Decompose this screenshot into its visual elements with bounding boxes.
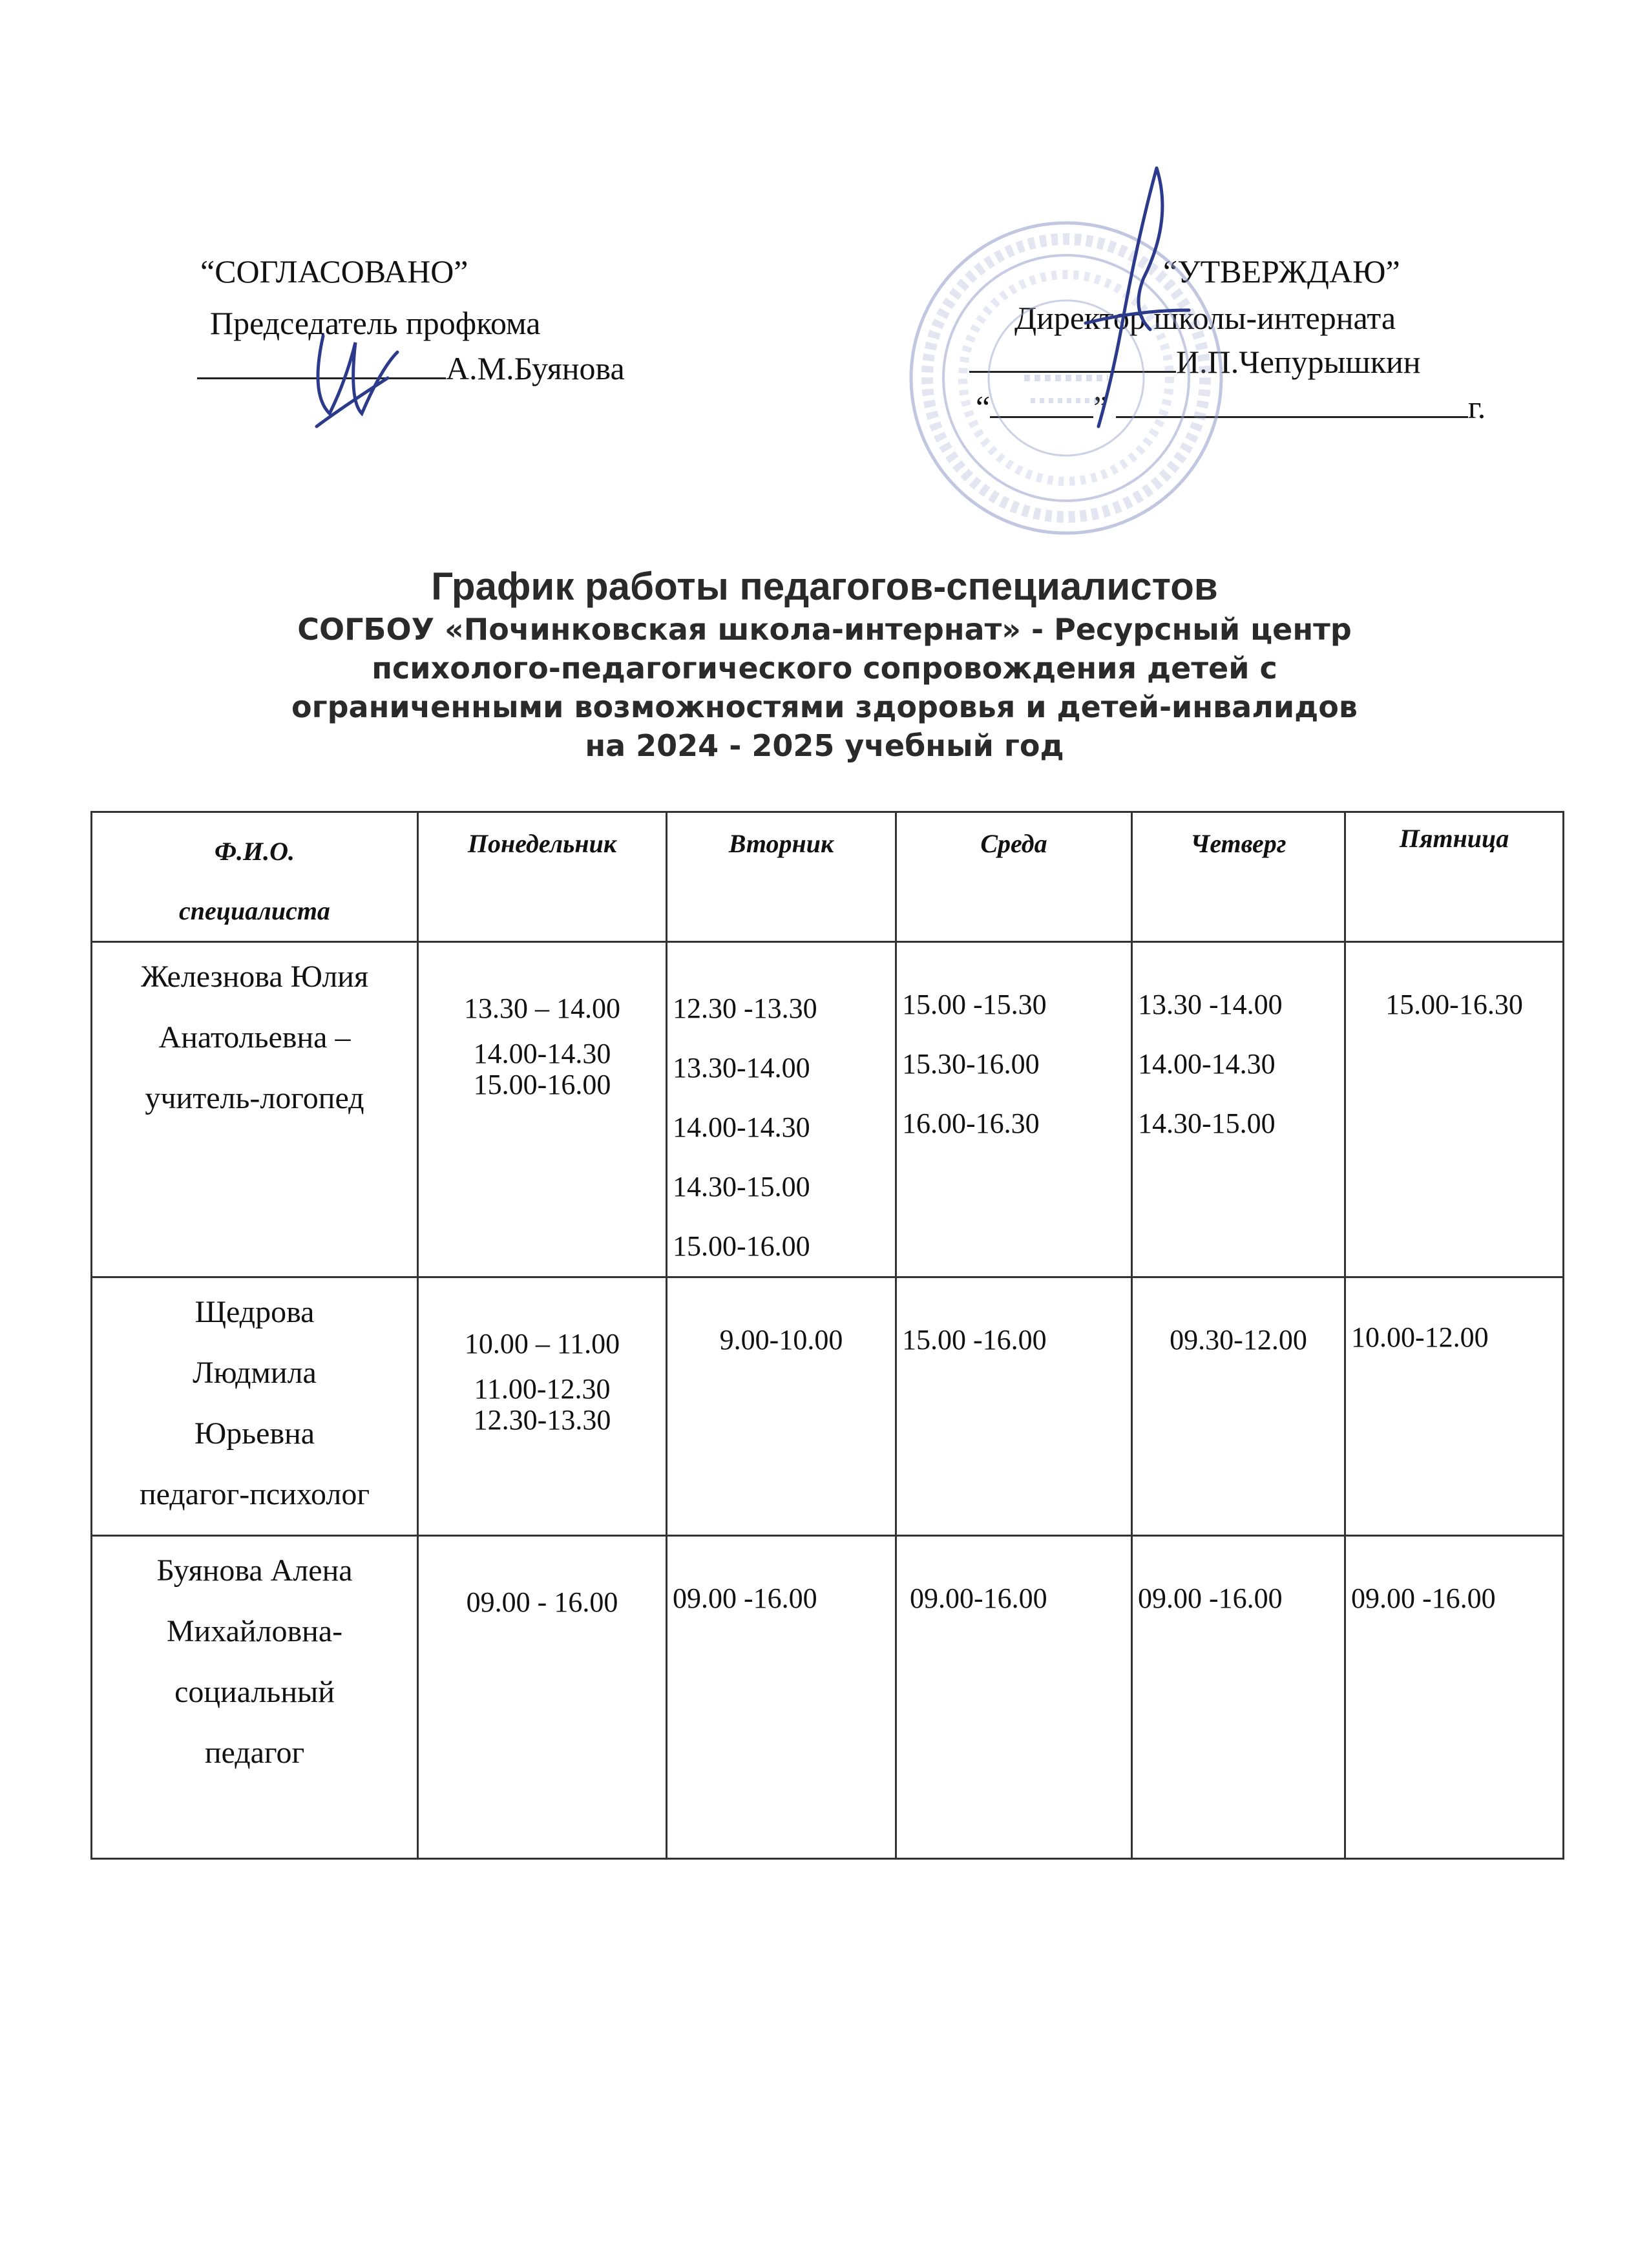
cell-tuesday xyxy=(667,1277,896,1536)
table-header-row xyxy=(92,812,1564,942)
header-name xyxy=(92,812,418,942)
cell-name xyxy=(92,1536,418,1859)
time-slot: 10.00 – 11.00 xyxy=(464,1328,620,1360)
time-slot: 09.00 -16.00 xyxy=(1351,1582,1496,1614)
date-open-quote: “ xyxy=(976,389,991,425)
time-slot: 14.00-14.30 xyxy=(1138,1048,1276,1080)
cell-friday xyxy=(1345,942,1564,1277)
time-slot: 13.30 – 14.00 xyxy=(464,992,620,1024)
header-friday: Пятница xyxy=(1345,812,1564,942)
name-line: Людмила xyxy=(193,1356,317,1390)
time-slot: 16.00-16.30 xyxy=(902,1108,1040,1139)
signature-left-icon xyxy=(284,317,414,452)
cell-thursday xyxy=(1132,1536,1345,1859)
time-slot: 15.00 -15.30 xyxy=(902,989,1047,1020)
time-slot: 15.00-16.00 xyxy=(673,1230,810,1262)
header-tuesday: Вторник xyxy=(667,812,896,942)
title-line-1: СОГБОУ «Починковская школа-интернат» - Ресурсный центр xyxy=(297,612,1352,647)
approval-right-label: “УТВЕРЖДАЮ” xyxy=(1163,253,1400,289)
cell-thursday xyxy=(1132,942,1345,1277)
cell-name xyxy=(92,1277,418,1536)
name-line: педагог-психолог xyxy=(139,1477,370,1511)
title-line-4: на 2024 - 2025 учебный год xyxy=(585,728,1064,763)
name-line: Щедрова xyxy=(194,1295,315,1329)
time-slot: 09.00 - 16.00 xyxy=(466,1586,618,1618)
title-main: График работы педагогов-специалистов xyxy=(431,565,1218,608)
cell-friday xyxy=(1345,1277,1564,1536)
table-row xyxy=(92,1536,1564,1859)
name-line: Юрьевна xyxy=(194,1416,315,1451)
cell-thursday xyxy=(1132,1277,1345,1536)
name-line: социальный xyxy=(174,1675,335,1709)
header-thursday: Четверг xyxy=(1132,812,1345,942)
name-line: Железнова Юлия xyxy=(140,960,369,994)
time-slot: 12.30-13.30 xyxy=(473,1404,611,1436)
cell-tuesday xyxy=(667,1536,896,1859)
time-slot: 15.00-16.30 xyxy=(1385,989,1523,1020)
time-slot: 14.00-14.30 xyxy=(473,1038,611,1069)
title-line-3: ограниченными возможностями здоровья и детей-инвалидов xyxy=(291,689,1358,724)
time-slot: 13.30 -14.00 xyxy=(1138,989,1283,1020)
time-slot: 15.00 -16.00 xyxy=(902,1324,1047,1356)
cell-name xyxy=(92,942,418,1277)
cell-wednesday xyxy=(896,1277,1132,1536)
table-row xyxy=(92,1277,1564,1536)
header-name-line-1: Ф.И.О. xyxy=(214,837,295,866)
cell-monday xyxy=(418,1277,667,1536)
approval-right-position: Директор школы-интерната xyxy=(1014,300,1396,336)
time-slot: 12.30 -13.30 xyxy=(673,992,817,1024)
cell-wednesday xyxy=(896,1536,1132,1859)
time-slot: 15.30-16.00 xyxy=(902,1048,1040,1080)
name-line: Анатольевна – xyxy=(158,1020,351,1055)
time-slot: 09.00 -16.00 xyxy=(673,1582,817,1614)
name-line: Буянова Алена xyxy=(156,1553,353,1588)
date-year-suffix: г. xyxy=(1467,389,1486,425)
header-monday: Понедельник xyxy=(418,812,667,942)
header-name-line-2: специалиста xyxy=(179,896,330,925)
time-slot: 10.00-12.00 xyxy=(1351,1321,1489,1353)
name-line: Михайловна- xyxy=(166,1614,343,1648)
date-close-quote: ” xyxy=(1093,389,1108,425)
cell-wednesday xyxy=(896,942,1132,1277)
time-slot: 11.00-12.30 xyxy=(474,1373,611,1405)
document-title xyxy=(0,563,1649,765)
cell-friday xyxy=(1345,1536,1564,1859)
time-slot: 9.00-10.00 xyxy=(719,1324,843,1356)
approval-right-name: И.П.Чепурышкин xyxy=(1176,344,1421,380)
time-slot: 14.30-15.00 xyxy=(673,1171,810,1202)
signature-right-icon xyxy=(1060,162,1208,433)
time-slot: 09.00-16.00 xyxy=(910,1582,1047,1614)
cell-tuesday xyxy=(667,942,896,1277)
time-slot: 13.30-14.00 xyxy=(673,1052,810,1084)
approval-left-name: А.М.Буянова xyxy=(446,350,625,386)
time-slot: 14.30-15.00 xyxy=(1138,1108,1276,1139)
name-line: педагог xyxy=(204,1736,305,1770)
header-wednesday: Среда xyxy=(896,812,1132,942)
time-slot: 15.00-16.00 xyxy=(473,1069,611,1100)
approval-left-label: “СОГЛАСОВАНО” xyxy=(200,253,468,289)
schedule-table xyxy=(90,811,1564,1860)
cell-monday xyxy=(418,1536,667,1859)
cell-monday xyxy=(418,942,667,1277)
time-slot: 09.00 -16.00 xyxy=(1138,1582,1283,1614)
table-row xyxy=(92,942,1564,1277)
title-line-2: психолого-педагогического сопровождения детей с xyxy=(372,651,1277,686)
time-slot: 09.30-12.00 xyxy=(1170,1324,1307,1356)
approval-left-position: Председатель профкома xyxy=(210,305,541,341)
time-slot: 14.00-14.30 xyxy=(673,1111,810,1143)
name-line: учитель-логопед xyxy=(145,1081,364,1115)
